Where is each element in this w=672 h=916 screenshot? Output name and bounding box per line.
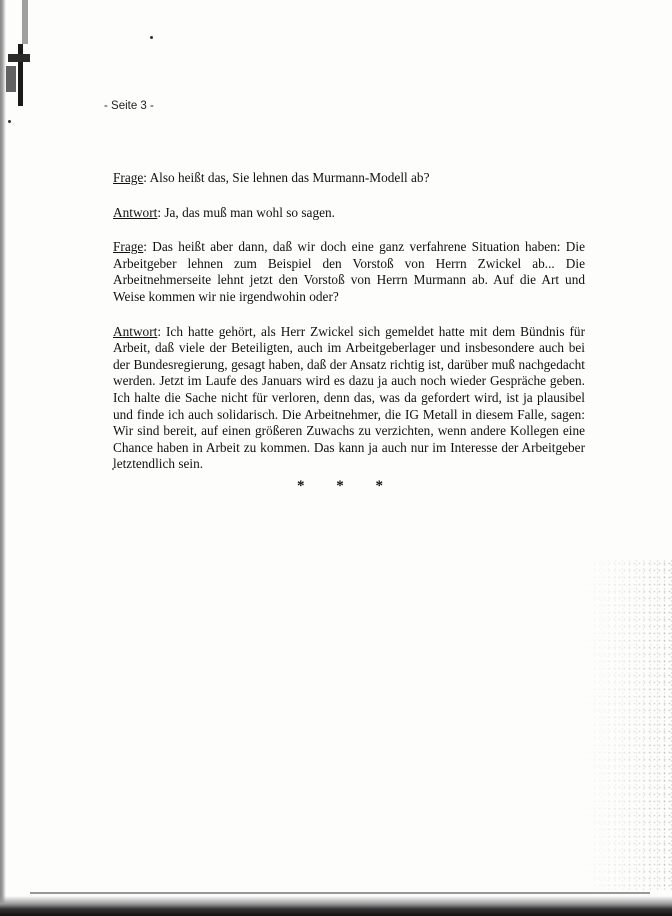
page-number: - Seite 3 - <box>104 100 154 112</box>
interview-paragraph <box>113 324 585 473</box>
scan-bottom-line <box>30 892 650 894</box>
section-separator: * * * <box>297 478 397 494</box>
paragraph-text: : Ich hatte gehört, als Herr Zwickel sich gemeldet hatte mit dem Bündnis für Arbeit, daß viele der Beteiligten, auch im Arbeitgeberlager und insbesondere auch bei der Bundesregierung, gesagt haben, daß der Ansatz richtig ist, darüber muß nachgedacht werden. Jetzt im Laufe des Januars wird es dazu ja auch noch wieder Gespräche geben. Ich halte die Sache nicht für verloren, denn das, was da gefordert wird, ist ja plausibel und finde ich auch solidarisch. Die Arbeitnehmer, die IG Metall in diesem Falle, sagen: Wir sind bereit, auf einen größeren Zuwachs zu verzichten, wenn andere Kollegen eine Chance haben in Arbeit zu kommen. Das kann ja auch nur im Interesse der Arbeitgeber letztendlich sein. <box>113 323 585 472</box>
paragraph-text: : Das heißt aber dann, daß wir doch eine ganz verfahrene Situation haben: Die Arbeitgeber lehnen zum Beispiel den Vorstoß von Herrn Zwickel ab... Die Arbeitnehmerseite lehnt jetzt den Vorstoß von Herrn Murmann ab. Auf die Art und Weise kommen wir nie irgendwohin oder? <box>113 239 585 304</box>
interview-paragraph <box>113 205 585 222</box>
scan-noise-right-margin <box>582 560 672 890</box>
speaker-label: Frage <box>113 170 144 185</box>
scan-top-smudge <box>22 0 28 44</box>
interview-paragraph <box>113 239 585 305</box>
speaker-label: Frage <box>113 239 144 255</box>
interview-paragraph <box>113 170 585 187</box>
scan-dust-speck <box>150 36 153 39</box>
scan-bottom-edge-shadow <box>0 896 672 916</box>
interview-body <box>113 170 585 491</box>
paragraph-text: : Ja, das muß man wohl so sagen. <box>157 204 335 220</box>
paragraph-text: : Also heißt das, Sie lehnen das Murmann-Modell ab? <box>143 170 430 185</box>
speaker-label: Antwort <box>113 204 158 220</box>
speaker-label: Antwort <box>113 323 158 339</box>
scan-left-edge-shadow <box>0 0 6 916</box>
scan-dust-speck <box>8 120 11 123</box>
binder-clip-mark <box>4 44 30 106</box>
